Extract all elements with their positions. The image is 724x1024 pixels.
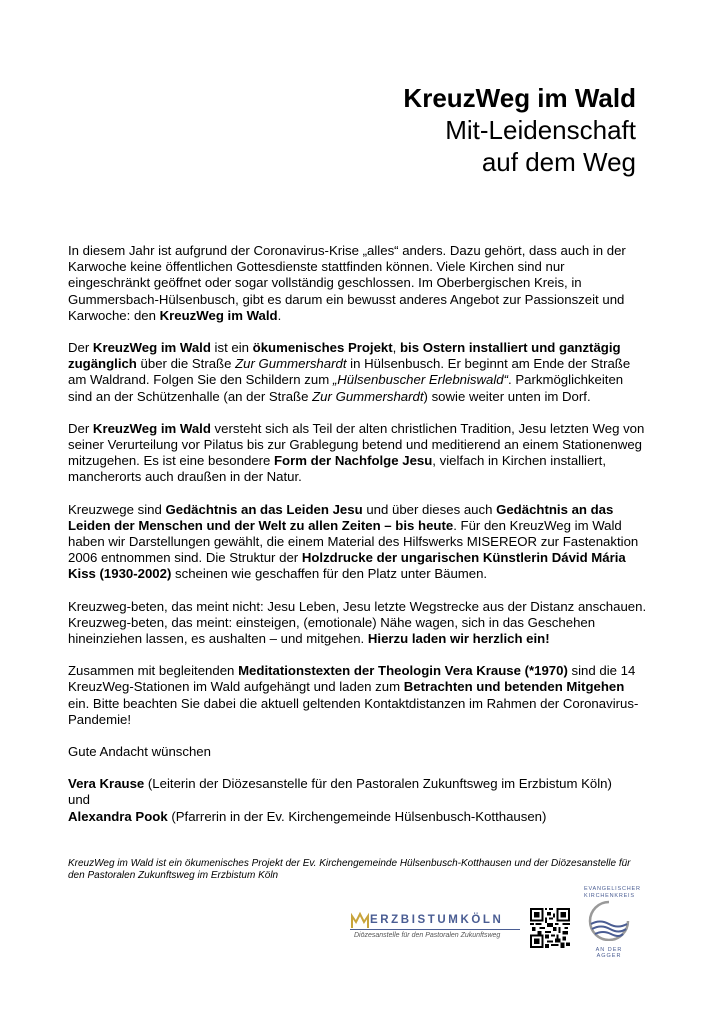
bold-text: Holzdrucke der ungarischen Künstlerin Dávid Mária Kiss (1930-2002) xyxy=(68,550,626,582)
bold-text: Gedächtnis an das Leiden der Menschen und der Welt zu allen Zeiten – bis heute xyxy=(68,501,614,533)
text: , xyxy=(392,340,400,356)
erzbistum-logo xyxy=(350,910,522,946)
bold-text: ökumenisches Projekt xyxy=(252,340,393,356)
footer-note: KreuzWeg im Wald ist ein ökumenisches Projekt der Ev. Kirchengemeinde Hülsenbusch-Kotthausen und der Diözesanstelle für den Pastoralen Zukunftsweg im Erzbistum Köln xyxy=(68,858,631,881)
bold-text: Betrachten und betenden Mitgehen xyxy=(403,679,625,695)
bold-text: Gedächtnis an das Leiden Jesu xyxy=(165,501,363,517)
wave-emblem-icon xyxy=(586,899,632,941)
text: Kreuzwege sind xyxy=(68,501,166,517)
paragraph-memory xyxy=(68,502,648,583)
text: , vielfach in Kirchen installiert, mancherorts auch draußen in der Natur. xyxy=(68,453,607,485)
divider xyxy=(350,929,520,930)
text: . Parkmöglichkeiten sind an der Schützenhalle (an der Straße xyxy=(68,372,624,404)
text: Der xyxy=(68,340,93,356)
italic-text: „Hülsenbuscher Erlebniswald“ xyxy=(332,372,509,388)
text: Zusammen mit begleitenden xyxy=(68,663,239,679)
ev-logo-bottom: AN DER AGGER xyxy=(595,947,623,959)
bold-text: Meditationstexten der Theologin Vera Krause (*1970) xyxy=(238,663,568,679)
paragraph-location xyxy=(68,340,648,405)
paragraph-intro xyxy=(68,243,648,324)
text: ) sowie weiter unten im Dorf. xyxy=(423,388,591,404)
signer-role: (Leiterin der Diözesanstelle für den Pastoralen Zukunftsweg im Erzbistum Köln) xyxy=(144,776,612,792)
text: sind die 14 KreuzWeg-Stationen im Wald aufgehängt und laden zum xyxy=(68,663,636,695)
text: in Hülsenbusch. Er beginnt am Ende der Straße am Waldrand. Folgen Sie den Schildern zum xyxy=(68,356,631,388)
text: ein. Bitte beachten Sie dabei die aktuell geltenden Kontaktdistanzen im Rahmen der Coronavirus-Pandemie! xyxy=(68,695,639,727)
page-title: KreuzWeg im Wald xyxy=(403,83,636,113)
title-block xyxy=(403,82,636,178)
bold-text: Form der Nachfolge Jesu xyxy=(274,453,433,469)
signature xyxy=(68,776,648,825)
signer-name: Alexandra Pook xyxy=(68,808,168,824)
text: Der xyxy=(68,420,93,436)
erzbistum-name: ERZBISTUMKÖLN xyxy=(370,914,504,926)
text: und xyxy=(68,792,91,808)
bold-text: KreuzWeg im Wald xyxy=(92,420,211,436)
signer-role: (Pfarrerin in der Ev. Kirchengemeinde Hülsenbusch-Kotthausen) xyxy=(167,808,547,824)
text: über die Straße xyxy=(136,356,236,372)
qr-code-icon xyxy=(530,908,570,948)
paragraph-tradition xyxy=(68,421,648,486)
ev-kirchenkreis-logo xyxy=(584,886,641,959)
paragraph-meditation xyxy=(68,663,648,728)
text: versteht sich als Teil der alten christlichen Tradition, Jesu letzten Weg von seiner Verurteilung vor Pilatus bis zur Grablegung betend und meditierend an einem Stationenweg mitzugehen. Es ist eine besondere xyxy=(68,420,645,469)
text: ist ein xyxy=(210,340,253,356)
bold-text: KreuzWeg im Wald xyxy=(159,307,278,323)
ev-logo-line2: KIRCHENKREIS xyxy=(584,892,635,899)
erzbistum-subtitle: Diözesanstelle für den Pastoralen Zukunftsweg xyxy=(354,932,501,939)
text: Kreuzweg-beten, das meint nicht: Jesu Leben, Jesu letzte Wegstrecke aus der Distanz anschauen. Kreuzweg-beten, das meint: einsteigen, (emotionale) Nähe wagen, sich in das Geschehen hineinziehen lassen, es aushalten – und mitgehen. xyxy=(68,598,647,647)
bold-text: Hierzu laden wir herzlich ein! xyxy=(367,631,550,647)
paragraph-prayer xyxy=(68,599,648,648)
erzbistum-mark-icon xyxy=(350,910,370,930)
italic-text: Zur Gummershardt xyxy=(235,356,347,372)
bold-text: KreuzWeg im Wald xyxy=(92,340,211,356)
page-subtitle-line2: auf dem Weg xyxy=(481,147,636,177)
italic-text: Zur Gummershardt xyxy=(312,388,424,404)
text: . xyxy=(277,307,282,323)
text: In diesem Jahr ist aufgrund der Coronavirus-Krise „alles“ anders. Dazu gehört, dass auch in der Karwoche keine öffentlichen Gottesdienste stattfinden können. Viele Kirchen sind nur eingeschränkt geöffnet oder sogar vollständig geschlossen. Im Oberbergischen Kreis, in Gummersbach-Hülsenbusch, gibt es darum ein bewusst anderes Angebot zur Passionszeit und Karwoche: den xyxy=(68,243,626,323)
text: und über dieses auch xyxy=(362,501,497,517)
text: scheinen wie geschaffen für den Platz unter Bäumen. xyxy=(171,566,488,582)
body-text xyxy=(68,243,648,841)
signer-name: Vera Krause xyxy=(68,776,145,792)
bold-text: bis Ostern installiert und ganztägig zugänglich xyxy=(68,340,621,372)
page-subtitle-line1: Mit-Leidenschaft xyxy=(445,115,636,145)
ev-logo-line1: EVANGELISCHER xyxy=(584,886,641,892)
greeting: Gute Andacht wünschen xyxy=(68,744,211,760)
text: . Für den KreuzWeg im Wald haben wir Darstellungen gewählt, die einem Material des Hilfswerks MISEREOR zur Fastenaktion 2006 entnommen sind. Die Struktur der xyxy=(68,517,639,566)
